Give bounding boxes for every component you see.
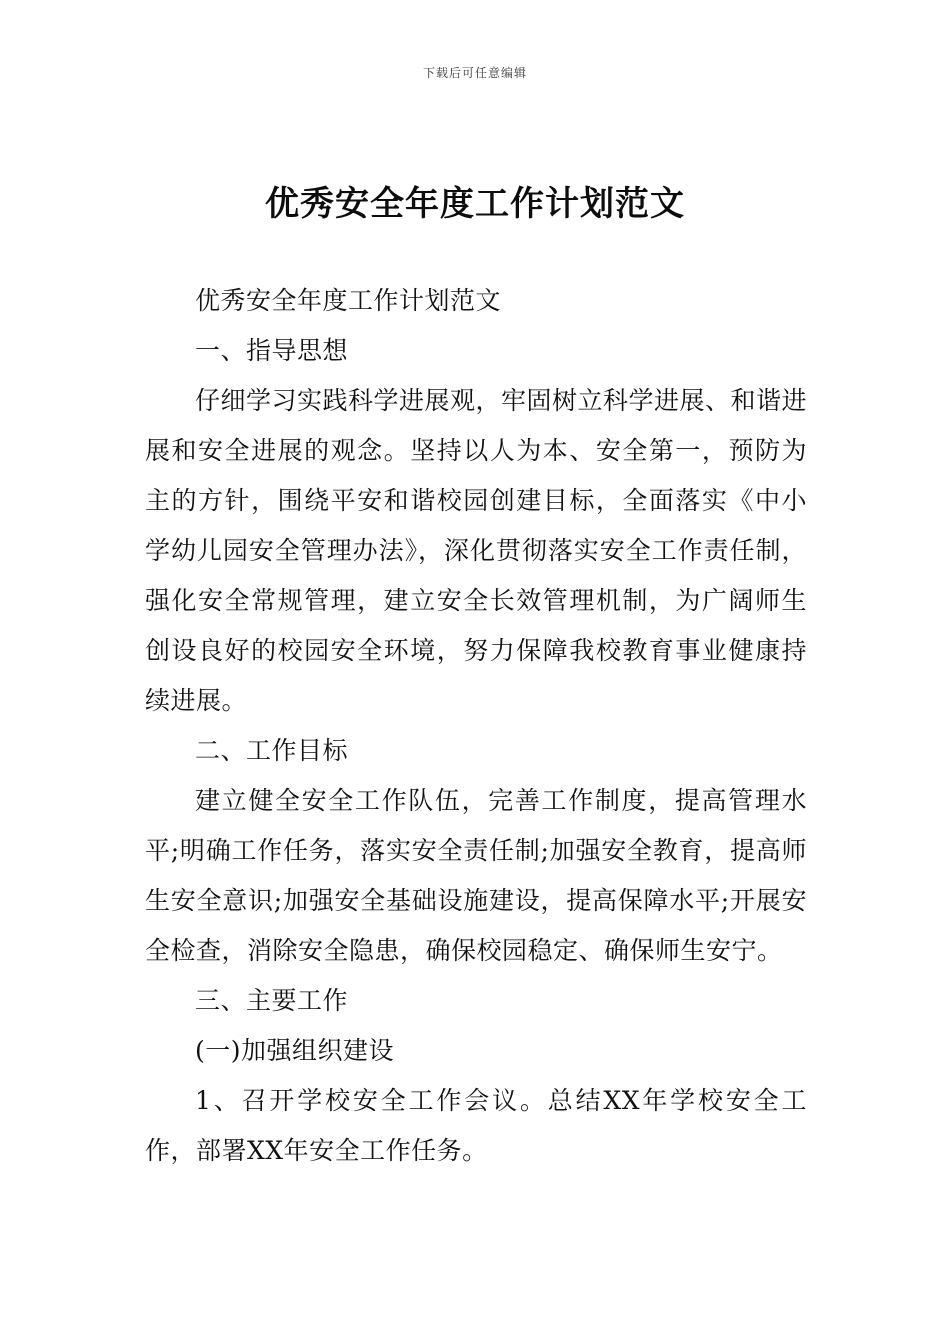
paragraph-intro-title: 优秀安全年度工作计划范文 xyxy=(195,286,502,315)
document-title: 优秀安全年度工作计划范文 xyxy=(265,184,685,224)
paragraph-work-goals: 建立健全安全工作队伍，完善工作制度，提高管理水平;明确工作任务，落实安全责任制;加强安全教育，提高师生安全意识;加强安全基础设施建设，提高保障水平;开展安全检查，消除安全隐患，确保校园稳定、确保师生安宁。 xyxy=(145,786,807,965)
paragraph-safety-meeting: 1、召开学校安全工作会议。总结XX年学校安全工作，部署XX年安全工作任务。 xyxy=(145,1086,807,1165)
paragraph-guiding-ideology: 仔细学习实践科学进展观，牢固树立科学进展、和谐进展和安全进展的观念。坚持以人为本、安全第一，预防为主的方针，围绕平安和谐校园创建目标，全面落实《中小学幼儿园安全管理办法》，深化贯彻落实安全工作责任制，强化安全常规管理，建立安全长效管理机制，为广阔师生创设良好的校园安全环境，努力保障我校教育事业健康持续进展。 xyxy=(145,386,808,715)
document-body xyxy=(145,276,807,1176)
header-note: 下载后可任意编辑 xyxy=(422,66,527,80)
section-heading-work-goals: 二、工作目标 xyxy=(195,736,349,765)
subsection-heading-organization: (一)加强组织建设 xyxy=(195,1036,395,1065)
section-heading-guiding-ideology: 一、指导思想 xyxy=(195,336,349,365)
section-heading-main-work: 三、主要工作 xyxy=(195,986,349,1015)
